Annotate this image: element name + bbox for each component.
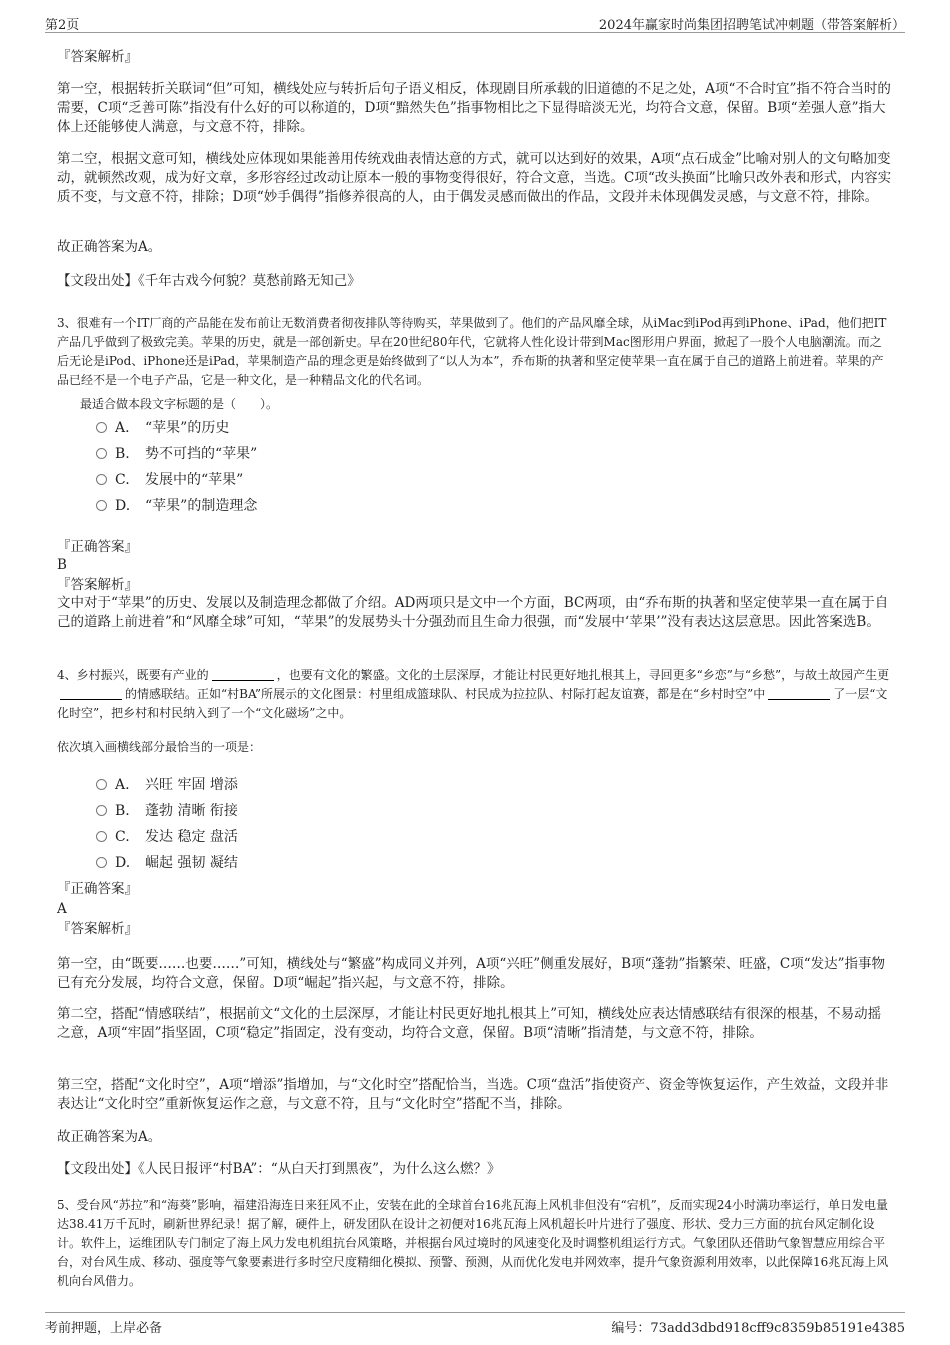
q4-analysis-label: 『答案解析』 [57,921,138,937]
q2-analysis-para2: 第二空，根据文意可知，横线处应体现如果能善用传统戏曲表情达意的方式，就可以达到好的效果，A项“点石成金”比喻对别人的文句略加变动，就顿然改观，成为好文章，多形容经过改动让原本一般的事物变得很好，符合文意，当选。C项“改头换面”比喻只改外表和形式，内容实质不变，与文意不符，排除；D项“妙手偶得”指修养很高的人，由于偶发灵感而做出的作品，文段并未体现偶发灵感，与文意不符，排除。 [57,151,892,205]
q4-option-a[interactable]: A. 兴旺 牢固 增添 [96,775,238,795]
blank-1 [212,668,274,681]
q3-analysis: 文中对于“苹果”的历史、发展以及制造理念都做了介绍。AD两项只是文中一个方面，BC两项，由“乔布斯的执著和坚定使苹果一直在属于自己的道路上前进着”和“风靡全球”可知，“苹果”的发展势头十分强劲而且生命力很强，而“发展中‘苹果’”没有表达这层意思。因此答案选B。 [57,595,889,630]
q3-answer: B [57,557,67,573]
q2-analysis-para1: 第一空，根据转折关联词“但”可知，横线处应与转折后句子语义相反，体现剧目所承载的旧道德的不足之处，A项“不合时宜”指不符合当时的需要，C项“乏善可陈”指没有什么好的可以称道的，D项“黯然失色”指事物相比之下显得暗淡无光，均符合文意，保留。B项“差强人意”指大体上还能够使人满意，与文意不符，排除。 [57,81,891,135]
q3-correct-label: 『正确答案』 [57,539,138,555]
radio-icon[interactable] [96,448,107,459]
page-header [45,10,905,33]
q2-source: 【文段出处】《千年古戏今何貌？莫愁前路无知己》 [57,273,361,289]
radio-icon[interactable] [96,474,107,485]
page-footer [45,1312,905,1337]
radio-icon[interactable] [96,779,107,790]
q3-option-d[interactable]: D. “苹果”的制造理念 [96,496,257,516]
q4-source: 【文段出处】《人民日报评“村BA”：“从白天打到黑夜”，为什么这么燃？》 [57,1161,501,1177]
q5-stem: 5、受台风“苏拉”和“海葵”影响，福建沿海连日来狂风不止，安装在此的全球首台16兆瓦海上风机非但没有“宕机”，反而实现24小时满功率运行，单日发电量达38.41万千瓦时，刷新世界纪录！据了解，硬件上，研发团队在设计之初便对16兆瓦海上风机超长叶片进行了强度、形状、受力三方面的抗台风定制化设计。软件上，运维团队专门制定了海上风力发电机组抗台风策略，并根据台风过境时的风速变化及时调整机组运行方式。气象团队还借助气象智慧应用综合平台，对台风生成、移动、强度等气象要素进行多时空尺度精细化模拟、预警、预测，从而优化发电并网效率，提升气象资源利用效率，以此保障16兆瓦海上风机向台风借力。 [57,1198,889,1288]
q4-analysis-para1: 第一空，由“既要……也要……”可知，横线处与“繁盛”构成同义并列，A项“兴旺”侧重发展好，B项“蓬勃”指繁荣、旺盛，C项“发达”指事物已有充分发展，均符合文意，保留。D项“崛起”指兴起，与文意不符，排除。 [57,956,886,991]
radio-icon[interactable] [96,857,107,868]
blank-2 [60,687,122,700]
q3-option-c[interactable]: C. 发展中的“苹果” [96,470,243,490]
q4-option-b[interactable]: B. 蓬勃 清晰 衔接 [96,801,238,821]
q3-analysis-label: 『答案解析』 [57,577,138,593]
q3-question: 最适合做本段文字标题的是（ ）。 [80,397,279,411]
q4-analysis-para2: 第二空，搭配“情感联结”，根据前文“文化的土层深厚，才能让村民更好地扎根其上”可知，横线处应表达情感联结有很深的根基，不易动摇之意，A项“牢固”指坚固，C项“稳定”指固定，没有变动，均符合文意，保留。B项“清晰”指清楚，与文意不符，排除。 [57,1006,882,1041]
q4-analysis-para3: 第三空，搭配“文化时空”，A项“增添”指增加，与“文化时空”搭配恰当，当选。C项“盘活”指使资产、资金等恢复运作，产生效益，文段并非表达让“文化时空”重新恢复运作之意，与文意不符，且与“文化时空”搭配不当，排除。 [57,1077,889,1112]
q3-option-a[interactable]: A. “苹果”的历史 [96,418,229,438]
q4-correct-label: 『正确答案』 [57,881,138,897]
q4-question: 依次填入画横线部分最恰当的一项是： [57,740,262,754]
radio-icon[interactable] [96,422,107,433]
blank-3 [768,687,830,700]
q3-option-b[interactable]: B. 势不可挡的“苹果” [96,444,257,464]
radio-icon[interactable] [96,805,107,816]
q4-stem: 4、乡村振兴，既要有产业的 ，也要有文化的繁盛。文化的土层深厚，才能让村民更好地扎根其上，寻回更多“乡恋”与“乡愁”，与故土故园产生更的情感联结。正如“村BA”所展示的文化图景：村里组成篮球队、村民成为拉拉队、村际打起友谊赛，都是在“乡村时空”中 了一层“文化时空”，把乡村和村民纳入到了一个“文化磁场”之中。 [57,668,890,720]
document-id: 编号：73add3dbd918cff9c8359b85191e4385 [611,1321,905,1336]
q4-option-c[interactable]: C. 发达 稳定 盘活 [96,827,238,847]
page-number: 第2页 [45,18,80,33]
q4-answer: A [57,901,67,917]
radio-icon[interactable] [96,500,107,511]
q4-option-d[interactable]: D. 崛起 强韧 凝结 [96,853,238,873]
q2-conclusion: 故正确答案为A。 [57,239,162,255]
radio-icon[interactable] [96,831,107,842]
document-title: 2024年赢家时尚集团招聘笔试冲刺题（带答案解析） [598,18,905,33]
q2-analysis-label: 『答案解析』 [57,49,138,65]
footer-slogan: 考前押题，上岸必备 [45,1321,163,1336]
q3-stem: 3、很难有一个IT厂商的产品能在发布前让无数消费者彻夜排队等待购买，苹果做到了。他们的产品风靡全球，从iMac到iPod再到iPhone、iPad，他们把IT产品几乎做到了极致完美。苹果的历史，就是一部创新史。早在20世纪80年代，它就将人性化设计带到Mac图形用户界面，掀起了一股个人电脑潮流。而之后无论是iPod、iPhone还是iPad，苹果制造产品的理念更是始终做到了“以人为本”，乔布斯的执著和坚定使苹果一直在属于自己的道路上前进着。苹果的产品已经不是一个电子产品，它是一种文化，是一种精品文化的代名词。 [57,316,887,387]
q4-conclusion: 故正确答案为A。 [57,1129,162,1145]
